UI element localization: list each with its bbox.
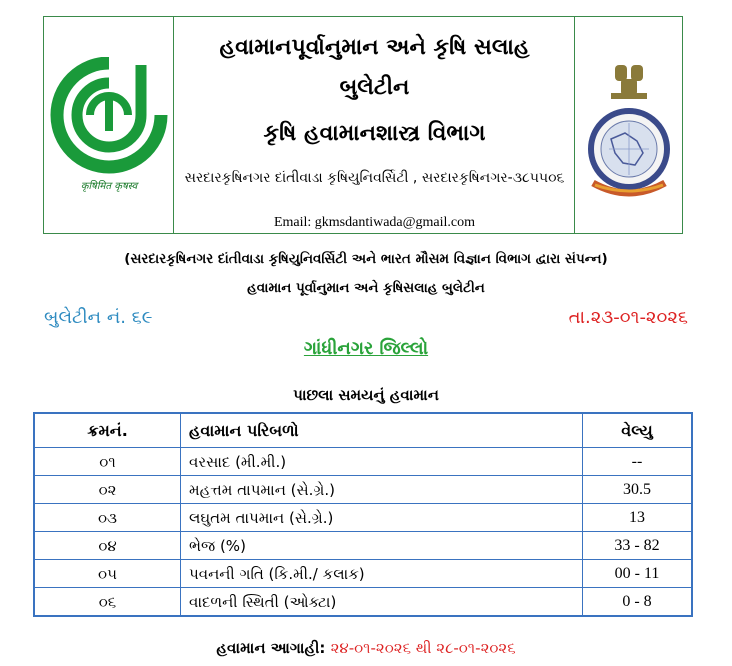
table-row (34, 532, 692, 560)
cell-serial: ૦૧ (34, 448, 181, 476)
cell-serial: ૦૨ (34, 476, 181, 504)
table-row (34, 448, 692, 476)
cell-serial: ૦૩ (34, 504, 181, 532)
bulletin-number: બુલેટીન નં. ૬૯ (44, 307, 153, 328)
district-heading (0, 338, 732, 359)
column-header-serial: ક્રમનં. (34, 413, 181, 448)
header-divider-right (574, 17, 575, 233)
department-title: કૃષિ હવામાનશાસ્ત્ર વિભાગ (263, 121, 486, 146)
cell-parameter: વરસાદ (મી.મી.) (181, 448, 583, 476)
cell-parameter: મહત્તમ તાપમાન (સે.ગ્રે.) (181, 476, 583, 504)
header-box (43, 16, 683, 234)
table-row (34, 504, 692, 532)
cell-parameter: ભેજ (%) (181, 532, 583, 560)
university-address: સરદારકૃષિનગર દાંતીવાડા કૃષિયુનિવર્સિટી , સરદારકૃષિનગર-૩૮૫૫૦૬ (184, 170, 565, 186)
cell-value: 00 - 11 (583, 560, 693, 588)
cell-parameter: લઘુતમ તાપમાન (સે.ગ્રે.) (181, 504, 583, 532)
cell-serial: ૦૫ (34, 560, 181, 588)
district-name: ગાંધીનગર જિલ્લો (303, 338, 429, 359)
table-row (34, 588, 692, 617)
column-header-parameter: હવામાન પરિબળો (181, 413, 583, 448)
cell-value: 33 - 82 (583, 532, 693, 560)
imd-emblem (581, 57, 677, 207)
cell-parameter: પવનની ગતિ (કિ.મી./ કલાક) (181, 560, 583, 588)
forecast-label: હવામાન આગાહી: (216, 639, 331, 657)
cell-parameter: વાદળની સ્થિતી (ઓક્ટા) (181, 588, 583, 617)
forecast-line (0, 639, 732, 657)
cell-value: 13 (583, 504, 693, 532)
table-header-row (34, 413, 692, 448)
cell-value: 0 - 8 (583, 588, 693, 617)
logo-motto: कृषिमित कृषस्व (80, 181, 138, 192)
column-header-value: વેલ્યુ (583, 413, 693, 448)
email-text: Email: gkmsdantiwada@gmail.com (273, 215, 476, 230)
past-weather-table (33, 412, 693, 617)
subtitle-bulletin: હવામાન પૂર્વાનુમાન અને કૃષિસલાહ બુલેટીન (247, 280, 485, 296)
cell-serial: ૦૪ (34, 532, 181, 560)
bulletin-date: તા.૨૩-૦૧-૨૦૨૬ (568, 307, 688, 328)
cell-value: -- (583, 448, 693, 476)
university-logo (50, 57, 168, 197)
cell-value: 30.5 (583, 476, 693, 504)
header-divider-left (173, 17, 174, 233)
cell-serial: ૦૬ (34, 588, 181, 617)
header-title: હવામાનપૂર્વાનુમાન અને કૃષિ સલાહ (219, 35, 530, 60)
subtitle-affiliation: (સરદારકૃષિનગર દાંતીવાડા કૃષિયુનિવર્સિટી અને ભારત મૌસમ વિજ્ઞાન વિભાગ દ્વારા સંપન્ન) (124, 251, 608, 267)
header-title-bulletin: બુલેટીન (339, 75, 410, 100)
table-row (34, 560, 692, 588)
forecast-date-range: ૨૪-૦૧-૨૦૨૬ થી ૨૮-૦૧-૨૦૨૬ (330, 639, 516, 657)
table-title: પાછલા સમયનું હવામાન (293, 386, 439, 404)
table-row (34, 476, 692, 504)
